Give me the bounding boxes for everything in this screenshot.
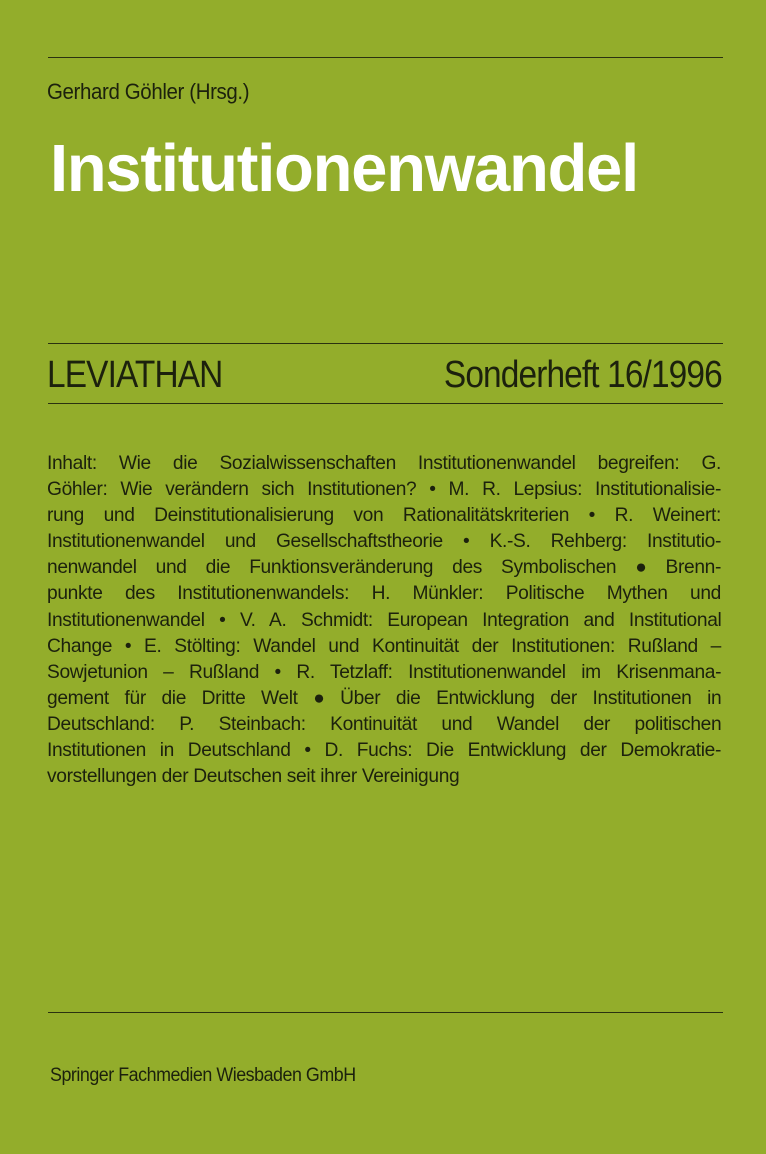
contents-line: vorstellungen der Deutschen seit ihrer Vereinigung bbox=[47, 766, 460, 788]
contents-line: Inhalt: Wie die Sozialwissenschaften Institutionenwandel begreifen: G. bbox=[47, 453, 721, 474]
table-of-contents bbox=[47, 451, 721, 790]
contents-line: punkte des Institutionenwandels: H. Münkler: Politische Mythen und bbox=[47, 583, 721, 605]
publisher-name: Springer Fachmedien Wiesbaden GmbH bbox=[50, 1065, 356, 1086]
book-title: Institutionenwandel bbox=[50, 131, 639, 206]
contents-line: Institutionen in Deutschland • D. Fuchs: Die Entwicklung der Demokratie- bbox=[47, 740, 721, 762]
series-row bbox=[47, 352, 723, 398]
bottom-rule bbox=[48, 1012, 723, 1013]
contents-line: Sowjetunion – Rußland • R. Tetzlaff: Institutionenwandel im Krisenmana- bbox=[47, 661, 722, 683]
editor-name: Gerhard Göhler (Hrsg.) bbox=[47, 79, 250, 104]
contents-line: gement für die Dritte Welt ● Über die Entwicklung der Institutionen in bbox=[47, 687, 722, 709]
contents-line: Göhler: Wie verändern sich Institutionen? • M. R. Lepsius: Institutionalisie- bbox=[47, 479, 721, 501]
top-rule bbox=[48, 57, 723, 58]
series-top-rule bbox=[48, 343, 723, 344]
contents-line: Institutionenwandel • V. A. Schmidt: European Integration and Institutional bbox=[47, 609, 722, 631]
contents-line: nenwandel und die Funktionsveränderung des Symbolischen ● Brenn- bbox=[47, 557, 721, 579]
contents-line: Deutschland: P. Steinbach: Kontinuität und Wandel der politischen bbox=[47, 713, 722, 735]
contents-line: rung und Deinstitutionalisierung von Rationalitätskriterien • R. Weinert: bbox=[47, 505, 721, 527]
series-issue: Sonderheft 16/1996 bbox=[444, 354, 722, 396]
contents-line: Change • E. Stölting: Wandel und Kontinuität der Institutionen: Rußland – bbox=[47, 635, 721, 657]
series-bottom-rule bbox=[48, 403, 723, 404]
contents-line: Institutionenwandel und Gesellschaftstheorie • K.-S. Rehberg: Institutio- bbox=[47, 531, 721, 553]
series-name: LEVIATHAN bbox=[47, 354, 223, 396]
